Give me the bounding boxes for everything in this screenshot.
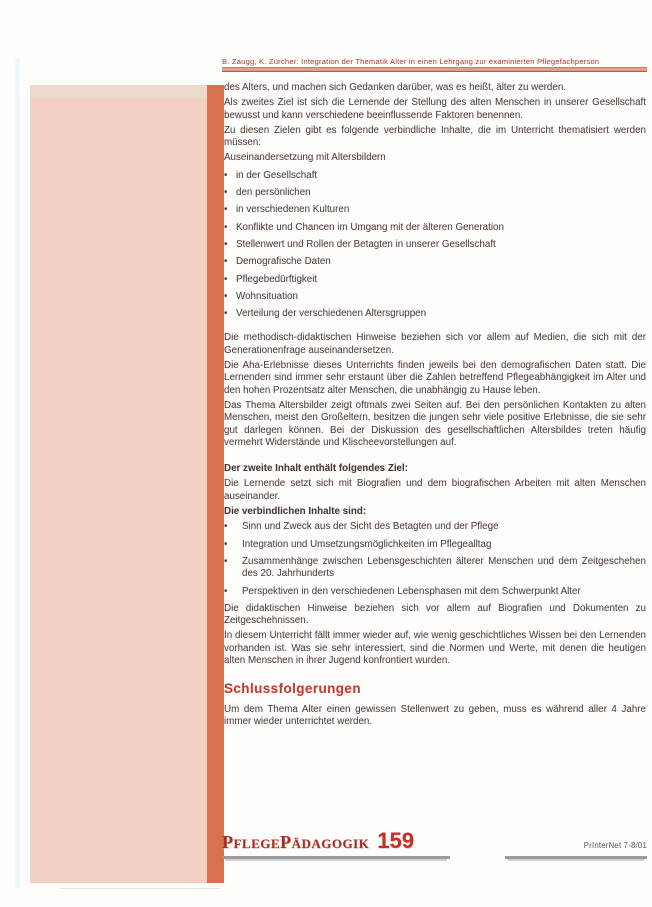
running-head-rule xyxy=(222,67,647,72)
list1-intro: Auseinandersetzung mit Altersbildern xyxy=(224,152,386,164)
bullet-icon: • xyxy=(224,538,228,550)
paragraph: Um dem Thema Alter einen gewissen Stellenwert zu geben, muss es während aller 4 Jahre immer wieder unterrichtet werden. xyxy=(224,703,646,727)
list-item xyxy=(224,256,646,268)
list-item-text: Stellenwert und Rollen der Betagten in unserer Gesellschaft xyxy=(236,238,496,250)
list-item xyxy=(224,539,646,551)
issue-label: PrInterNet 7-8/01 xyxy=(583,841,647,850)
list-item xyxy=(224,170,646,182)
paragraph: Zu diesen Zielen gibt es folgende verbindliche Inhalte, die im Unterricht thematisiert werden müssen: xyxy=(224,124,646,149)
list-item-text: Sinn und Zweck aus der Sicht des Betagten und der Pflege xyxy=(242,521,499,533)
paragraph: des Alters, und machen sich Gedanken darüber, was es heißt, älter zu werden. xyxy=(224,82,566,93)
conclusion-heading: Schlussfolgerungen xyxy=(224,681,361,697)
list-item xyxy=(224,222,646,234)
list-item xyxy=(224,586,646,598)
bullet-icon: • xyxy=(224,256,228,268)
list-item-text: in der Gesellschaft xyxy=(236,169,318,181)
sidebar-pink-block xyxy=(30,85,207,883)
list-item-text: Wohnsituation xyxy=(236,290,298,302)
bullet-icon: • xyxy=(224,308,228,320)
bullet-icon: • xyxy=(224,238,228,250)
running-head xyxy=(222,57,647,72)
paragraph: In diesem Unterricht fällt immer wieder auf, wie wenig geschichtliches Wissen bei den Lernenden vorhanden ist. Was sie sehr interessiert, sind die Normen und Werte, mit denen die heutigen alten Menschen in ihrer Jugend konfrontiert wurden. xyxy=(224,630,646,666)
bullet-icon: • xyxy=(224,204,228,216)
list-item xyxy=(224,291,646,303)
journal-name: PflegePädagogik xyxy=(222,832,370,852)
list-item-text: Perspektiven in den verschiedenen Lebensphasen mit dem Schwerpunkt Alter xyxy=(242,585,581,597)
list-item-text: Integration und Umsetzungsmöglichkeiten im Pflegealltag xyxy=(242,538,492,550)
main-text-column xyxy=(224,82,646,731)
list-item xyxy=(224,521,646,533)
list-item-text: Demografische Daten xyxy=(236,256,331,268)
page-number: 159 xyxy=(377,828,414,853)
bullet-icon: • xyxy=(224,273,228,285)
goal2-heading: Der zweite Inhalt enthält folgendes Ziel: xyxy=(224,463,408,475)
paragraph: Als zweites Ziel ist sich die Lernende der Stellung des alten Menschen in unserer Gesellschaft bewusst und kann verschiedene beeinflussende Faktoren benennen. xyxy=(224,97,646,121)
sidebar-top-band xyxy=(30,85,207,98)
list-item xyxy=(224,274,646,286)
bullet-icon: • xyxy=(224,585,228,597)
paragraph: Die Aha-Erlebnisse dieses Unterrichts finden jeweils bei den demografischen Daten statt. Die Lernenden sind immer sehr erstaunt über die Zahlen betreffend Pflegeabhängigkeit im Alter und den hohen Prozentsatz alter Menschen, die unabhängig zu Hause leben. xyxy=(224,360,646,396)
bullet-icon: • xyxy=(224,221,228,233)
list-item-text: den persönlichen xyxy=(236,187,311,199)
footer-journal-block xyxy=(222,828,450,859)
bullet-icon: • xyxy=(224,169,228,181)
scan-artifact-line xyxy=(60,888,220,889)
list-item xyxy=(224,204,646,216)
inhalte-list xyxy=(224,521,646,597)
sidebar-orange-strip xyxy=(207,85,224,883)
footer-issue-block xyxy=(505,835,647,859)
paragraph: Das Thema Altersbilder zeigt oftmals zwei Seiten auf. Bei den persönlichen Kontakten zu alten Menschen, meist den Großeltern, besitzen die jungen sehr viele positive Erlebnisse, die sie sehr gut darlegen können. Bei der Diskussion des gesellschaftlichen Altersbildes treten häufig vermehrt Widerstände und Klischeevorstellungen auf. xyxy=(224,399,646,448)
bullet-icon: • xyxy=(224,521,228,533)
list-item-text: Zusammenhänge zwischen Lebensgeschichten älterer Menschen und dem Zeitgeschehen des 20. Jahrhunderts xyxy=(242,555,646,580)
list-item-text: Konflikte und Chancen im Umgang mit der älteren Generation xyxy=(236,221,504,233)
altersbilder-list xyxy=(224,170,646,321)
paragraph: Die methodisch-didaktischen Hinweise beziehen sich vor allem auf Medien, die sich mit der Generationenfrage auseinandersetzen. xyxy=(224,332,646,356)
list-item-text: Pflegebedürftigkeit xyxy=(236,273,318,285)
list-item xyxy=(224,187,646,199)
list2-intro: Die verbindlichen Inhalte sind: xyxy=(224,506,367,518)
running-head-title: B. Zaugg, K. Zürcher: Integration der Thematik Alter in einen Lehrgang zur examinierten Pflegefachperson xyxy=(222,57,600,66)
scan-artifact-strip xyxy=(13,58,22,888)
bullet-icon: • xyxy=(224,290,228,302)
paragraph: Die Lernende setzt sich mit Biografien und dem biografischen Arbeiten mit alten Menschen auseinander. xyxy=(224,478,646,502)
list-item xyxy=(224,556,646,581)
page-footer xyxy=(222,828,647,859)
list-item xyxy=(224,308,646,320)
list-item-text: in verschiedenen Kulturen xyxy=(236,204,350,216)
paragraph: Die didaktischen Hinweise beziehen sich vor allem auf Biografien und Dokumenten zu Zeitgeschehnissen. xyxy=(224,602,646,627)
list-item xyxy=(224,239,646,251)
bullet-icon: • xyxy=(224,555,228,567)
list-item-text: Verteilung der verschiedenen Altersgruppen xyxy=(236,308,427,320)
bullet-icon: • xyxy=(224,187,228,199)
